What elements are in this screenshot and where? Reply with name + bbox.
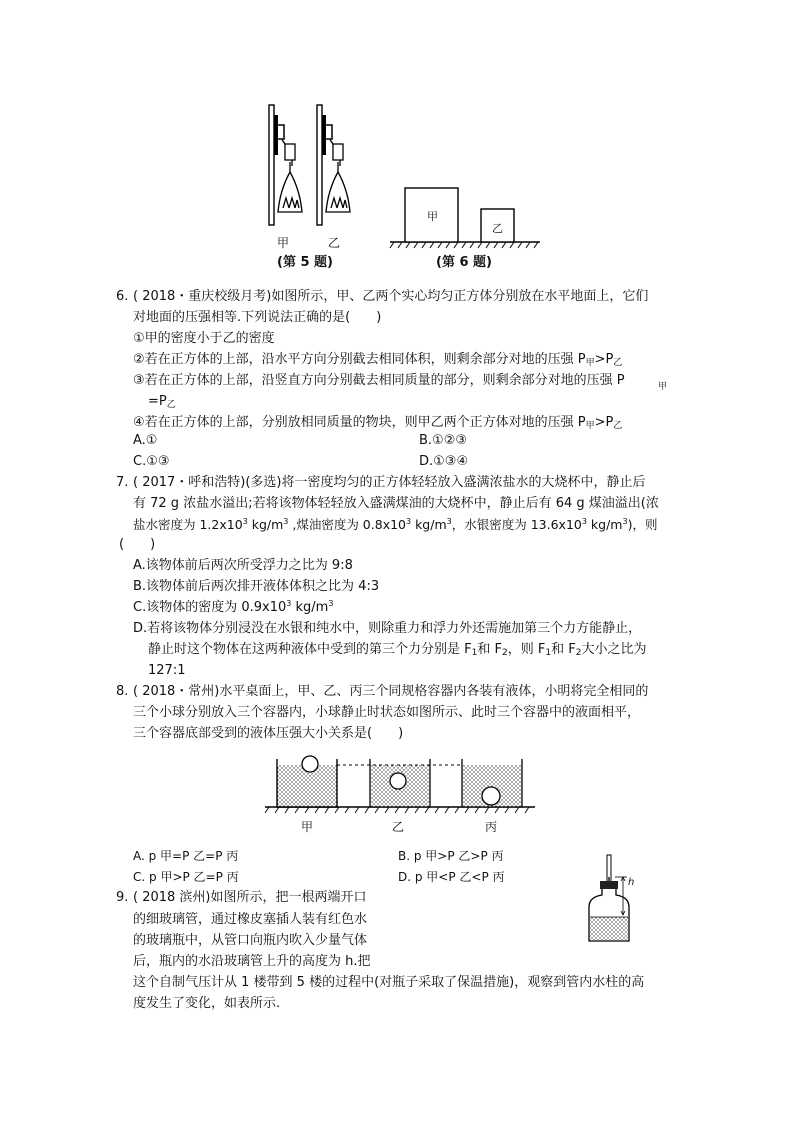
fig6-caption: (第 6 题) [436,255,492,270]
q7-line1: ( 2017・呼和浩特)(多选)将一密度均匀的正方体轻轻放入盛满浓盐水的大烧杯中，静止后 [133,475,646,490]
q7-number: 7. [116,475,129,490]
fig8-label-bing: 丙 [485,820,498,834]
q9-line1: ( 2018 滨州)如图所示，把一根两端开口 [133,890,367,905]
q9-line5: 这个自制气压计从 1 楼带到 5 楼的过程中(对瓶子采取了保温措施)，观察到管内水柱的高 [133,975,645,990]
fig5-label-left: 甲 [277,236,290,250]
q6-statement-2: ②若在正方体的上部，沿水平方向分别截去相同体积，则剩余部分对地的压强 $P_甲>P_乙$ [133,352,623,368]
q8-line2: 三个小球分别放入三个容器内，小球静止时状态如图所示、此时三个容器中的液面相平， [133,705,641,720]
q9-line2: 的细玻璃管，通过橡皮塞插人装有红色水 [133,912,368,927]
q7-line2: 有 72 g 浓盐水溢出;若将该物体轻轻放入盛满煤油的大烧杯中，静止后有 64 g 煤油溢出(浓 [133,496,659,511]
q8-line1: ( 2018・常州)水平桌面上，甲、乙、丙三个同规格容器内各装有液体，小明将完全相同的 [133,684,649,699]
q9-number: 9. [116,890,129,905]
q6-statement-3-cont: $=P_乙$ [148,394,176,410]
q7-option-d-line2: 静止时这个物体在这两种液体中受到的第三个力分别是 $F_1$和 $F_2$，则 $F_1$和 $F_2$大小之比为 [148,642,647,658]
q8-option-d: D. p 甲<P 乙<P 丙 [398,870,505,884]
q8-option-b: B. p 甲>P 乙>P 丙 [398,849,504,863]
fig5-drawing [255,100,355,230]
fig8-label-yi: 乙 [392,820,405,834]
fig6-block-a-label: 甲 [427,210,438,223]
q7-line4: ( ) [119,537,156,552]
fig8-label-jia: 甲 [301,820,314,834]
q7-option-a: A.该物体前后两次所受浮力之比为 9:8 [133,558,353,573]
fig9-barometer-bottle [585,855,645,945]
q6-statement-4: ④若在正方体的上部，分别放相同质量的物块，则甲乙两个正方体对地的压强 $P_甲>P_乙$ [133,415,623,431]
q8-option-c: C. p 甲>P 乙=P 丙 [133,870,239,884]
q6-statement-3-sub: 甲 [658,382,668,392]
q7-option-d-line3: 127:1 [148,663,186,678]
fig9-h-label: h [628,877,635,888]
q7-option-c: C.该物体的密度为 $0.9x10^3$ $kg/m^3$ [133,599,334,615]
q8-line3: 三个容器底部受到的液体压强大小关系是( ) [133,726,404,741]
q9-line6: 度发生了变化，如表所示. [133,996,281,1011]
fig5-label-right: 乙 [328,236,341,250]
q6-number: 6. [116,289,129,304]
q7-option-d-line1: D.若将该物体分别浸没在水银和纯水中，则除重力和浮力外还需施加第三个力方能静止， [133,621,642,636]
q7-option-b: B.该物体前后两次排开液体体积之比为 4:3 [133,579,380,594]
fig6-block-b-label: 乙 [492,222,503,235]
q6-option-a: A.① [133,433,158,448]
q6-option-b: B.①②③ [419,433,468,448]
q6-line1: ( 2018・重庆校级月考)如图所示，甲、乙两个实心均匀正方体分别放在水平地面上，它们 [133,289,649,304]
fig8-drawing [265,755,535,815]
q6-option-d: D.①③④ [419,454,469,469]
q8-option-a: A. p 甲=P 乙=P 丙 [133,849,239,863]
fig5-caption: (第 5 题) [277,255,333,270]
fig6-drawing [390,180,540,250]
q9-line3: 的玻璃瓶中，从管口向瓶内吹入少量气体 [133,933,368,948]
q7-line3: 盐水密度为 $1.2x10^3$ $kg/m^3$ ,煤油密度为 $0.8x10^3$ $kg/m^3$，水银密度为 $13.6x10^3$ $kg/m^3$)，则 [133,517,658,532]
q9-line4: 后，瓶内的水沿玻璃管上升的高度为 h.把 [133,954,371,969]
q6-statement-3: ③若在正方体的上部，沿竖直方向分别截去相同质量的部分，则剩余部分对地的压强 P [133,373,625,388]
q6-line2: 对地面的压强相等.下列说法正确的是( ) [133,310,382,325]
q8-number: 8. [116,684,129,699]
q6-statement-1: ①甲的密度小于乙的密度 [133,331,275,346]
q6-option-c: C.①③ [133,454,170,469]
